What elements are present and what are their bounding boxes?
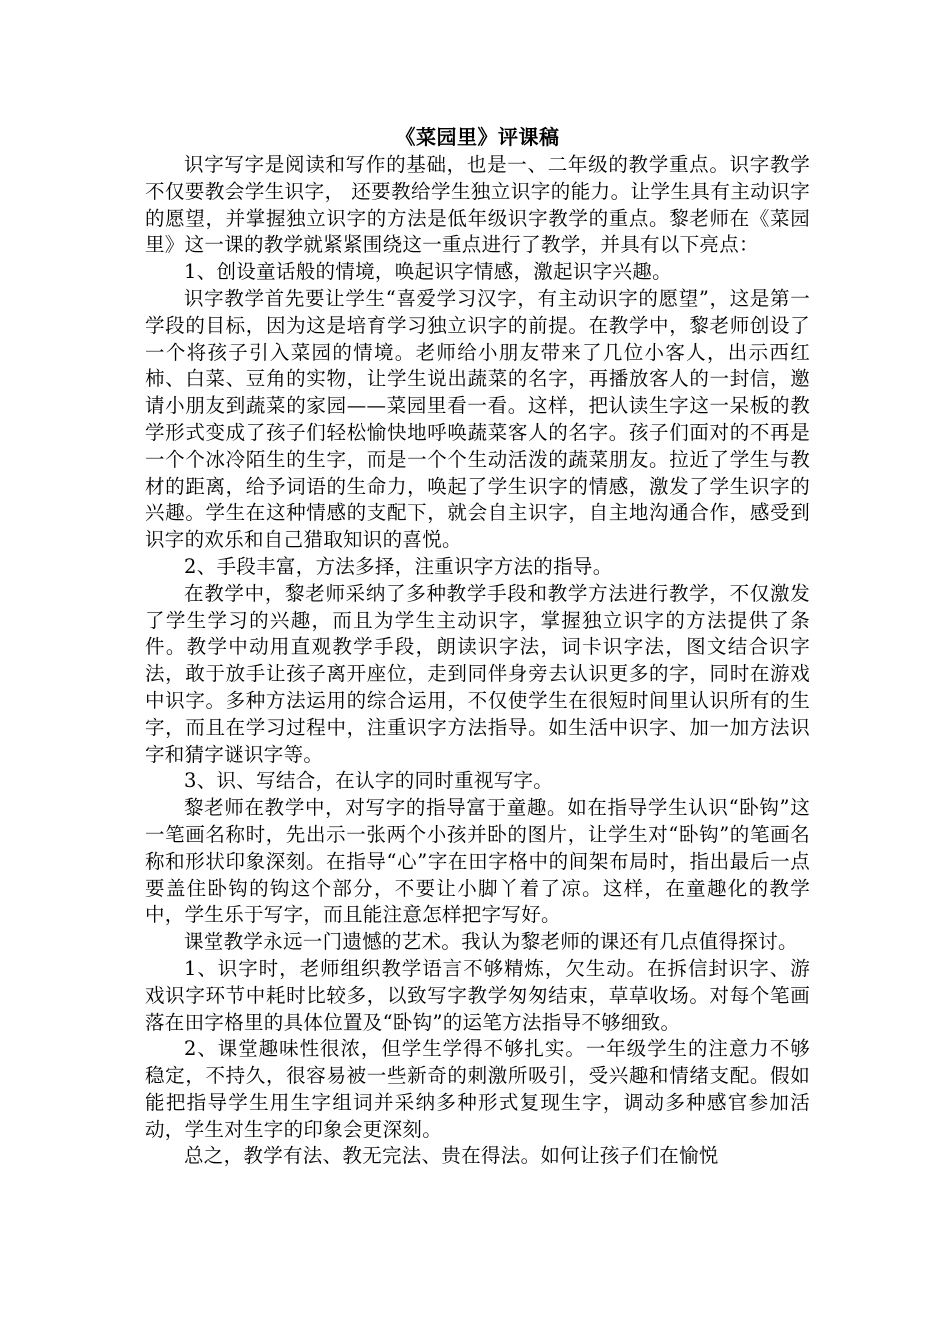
highlight-paragraph-3: 黎老师在教学中，对写字的指导富于童趣。如在指导学生认识“卧钩”这一笔画名称时，先出示一张两个小孩并卧的图片，让学生对“卧钩”的笔画名称和形状印象深刻。在指导“心”字在田字格中的间架布局时，指出最后一点要盖住卧钩的钩这个部分，不要让小脚丫着了凉。这样，在童趣化的教学中，学生乐于写字，而且能注意怎样把字写好。: [145, 796, 810, 927]
highlight-paragraph-2: 在教学中，黎老师采纳了多种教学手段和教学方法进行教学，不仅激发了学生学习的兴趣，而且为学生主动识字，掌握独立识字的方法提供了条件。教学中动用直观教学手段，朗读识字法，词卡识字法，图文结合识字法，敢于放手让孩子离开座位，走到同伴身旁去认识更多的字，同时在游戏中识字。多种方法运用的综合运用，不仅使学生在很短时间里认识所有的生字，而且在学习过程中，注重识字方法指导。如生活中识字、加一加方法识字和猜字谜识字等。: [145, 581, 810, 766]
intro-paragraph: 识字写字是阅读和写作的基础，也是一、二年级的教学重点。识字教学不仅要教会学生识字， 还要教给学生独立识字的能力。让学生具有主动识字的愿望，并掌握独立识字的方法是低年级识字教学的重点。黎老师在《菜园里》这一课的教学就紧紧围绕这一重点进行了教学，并具有以下亮点：: [145, 153, 810, 257]
discussion-intro-paragraph: 课堂教学永远一门遗憾的艺术。我认为黎老师的课还有几点值得探讨。: [184, 930, 798, 954]
document-page: [145, 122, 810, 1170]
highlight-heading-3: 3、识、写结合，在认字的同时重视写字。: [184, 769, 554, 793]
issue-paragraph-2: 2、课堂趣味性很浓，但学生学得不够扎实。一年级学生的注意力不够稳定，不持久，很容易被一些新奇的刺激所吸引，受兴趣和情绪支配。假如能把指导学生用生字组词并采纳多种形式复现生字，调动多种感官参加活动，学生对生字的印象会更深刻。: [145, 1037, 810, 1141]
highlight-paragraph-1: 识字教学首先要让学生“喜爱学习汉字，有主动识字的愿望”，这是第一学段的目标，因为这是培育学习独立识字的前提。在教学中，黎老师创设了一个将孩子引入菜园的情境。老师给小朋友带来了几位小客人，出示西红柿、白菜、豆角的实物，让学生说出蔬菜的名字，再播放客人的一封信，邀请小朋友到蔬菜的家园——菜园里看一看。这样，把认读生字这一呆板的教学形式变成了孩子们轻松愉快地呼唤蔬菜客人的名字。孩子们面对的不再是一个个冰冷陌生的生字，而是一个个生动活泼的蔬菜朋友。拉近了学生与教材的距离，给予词语的生命力，唤起了学生识字的情感，激发了学生识字的兴趣。学生在这种情感的支配下，就会自主识字，自主地沟通合作，感受到识字的欢乐和自己猎取知识的喜悦。: [145, 286, 810, 552]
issue-paragraph-1: 1、识字时，老师组织教学语言不够精炼，欠生动。在拆信封识字、游戏识字环节中耗时比较多，以致写字教学匆匆结束，草草收场。对每个笔画落在田字格里的具体位置及“卧钩”的运笔方法指导不够细致。: [145, 956, 810, 1034]
highlight-heading-2: 2、手段丰富，方法多择，注重识字方法的指导。: [184, 554, 613, 578]
highlight-heading-1: 1、创设童话般的情境，唤起识字情感，激起识字兴趣。: [184, 260, 672, 284]
document-title: 《菜园里》评课稿: [395, 125, 560, 149]
conclusion-paragraph: 总之，教学有法、教无完法、贵在得法。如何让孩子们在愉悦: [184, 1144, 719, 1168]
